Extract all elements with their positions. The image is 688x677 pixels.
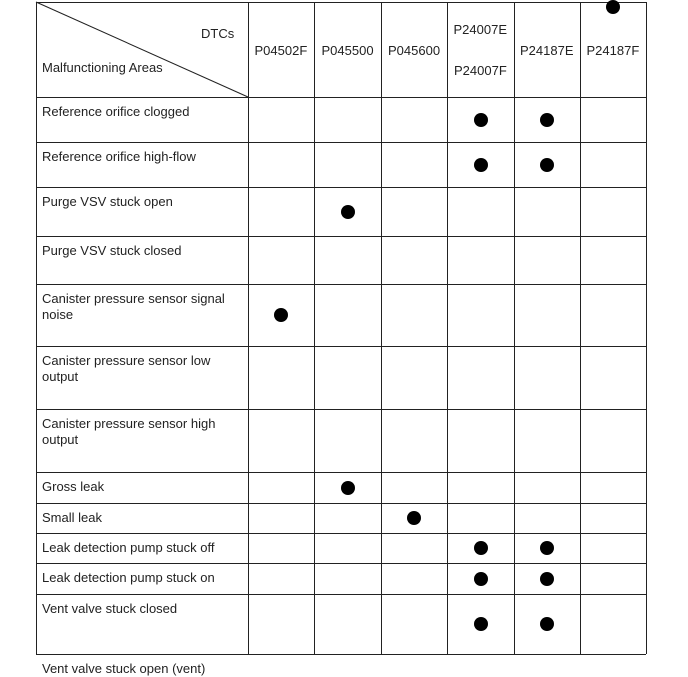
row-label-6: Canister pressure sensor high output	[42, 416, 216, 447]
applicable-dot	[540, 572, 554, 586]
dtcs-label: DTCs	[201, 26, 235, 41]
row-label-7: Gross leak	[42, 479, 105, 494]
row-label-2: Purge VSV stuck open	[42, 194, 173, 209]
applicable-dot	[540, 617, 554, 631]
header-diagonal	[36, 2, 248, 97]
column-header-3: P24007F	[454, 63, 507, 78]
row-label-11: Vent valve stuck closed	[42, 601, 178, 616]
column-header-1: P045500	[321, 43, 374, 58]
row-label-9: Leak detection pump stuck off	[42, 540, 215, 555]
row-label-12: Vent valve stuck open (vent)	[42, 661, 206, 676]
applicable-dot	[474, 113, 488, 127]
applicable-dot	[474, 617, 488, 631]
applicable-dot	[540, 541, 554, 555]
applicable-dot	[606, 0, 620, 14]
applicable-dot	[341, 481, 355, 495]
malfunctioning-areas-label: Malfunctioning Areas	[42, 60, 163, 75]
row-label-10: Leak detection pump stuck on	[42, 570, 215, 585]
row-label-4: Canister pressure sensor signal noise	[42, 291, 225, 322]
applicable-dot	[341, 205, 355, 219]
row-label-1: Reference orifice high-flow	[42, 149, 196, 164]
row-label-5: Canister pressure sensor low output	[42, 353, 211, 384]
column-header-0: P04502F	[254, 43, 308, 58]
applicable-dot	[474, 158, 488, 172]
row-label-8: Small leak	[42, 510, 102, 525]
applicable-dot	[474, 541, 488, 555]
column-header-2: P045600	[388, 43, 441, 58]
applicable-dot	[274, 308, 288, 322]
applicable-dot	[407, 511, 421, 525]
applicable-dot	[474, 572, 488, 586]
row-label-0: Reference orifice clogged	[42, 104, 190, 119]
column-header-3: P24007E	[453, 22, 507, 37]
row-label-3: Purge VSV stuck closed	[42, 243, 182, 258]
applicable-dot	[540, 113, 554, 127]
column-header-4: P24187E	[520, 43, 574, 58]
applicable-dot	[540, 158, 554, 172]
column-header-5: P24187F	[586, 43, 640, 58]
